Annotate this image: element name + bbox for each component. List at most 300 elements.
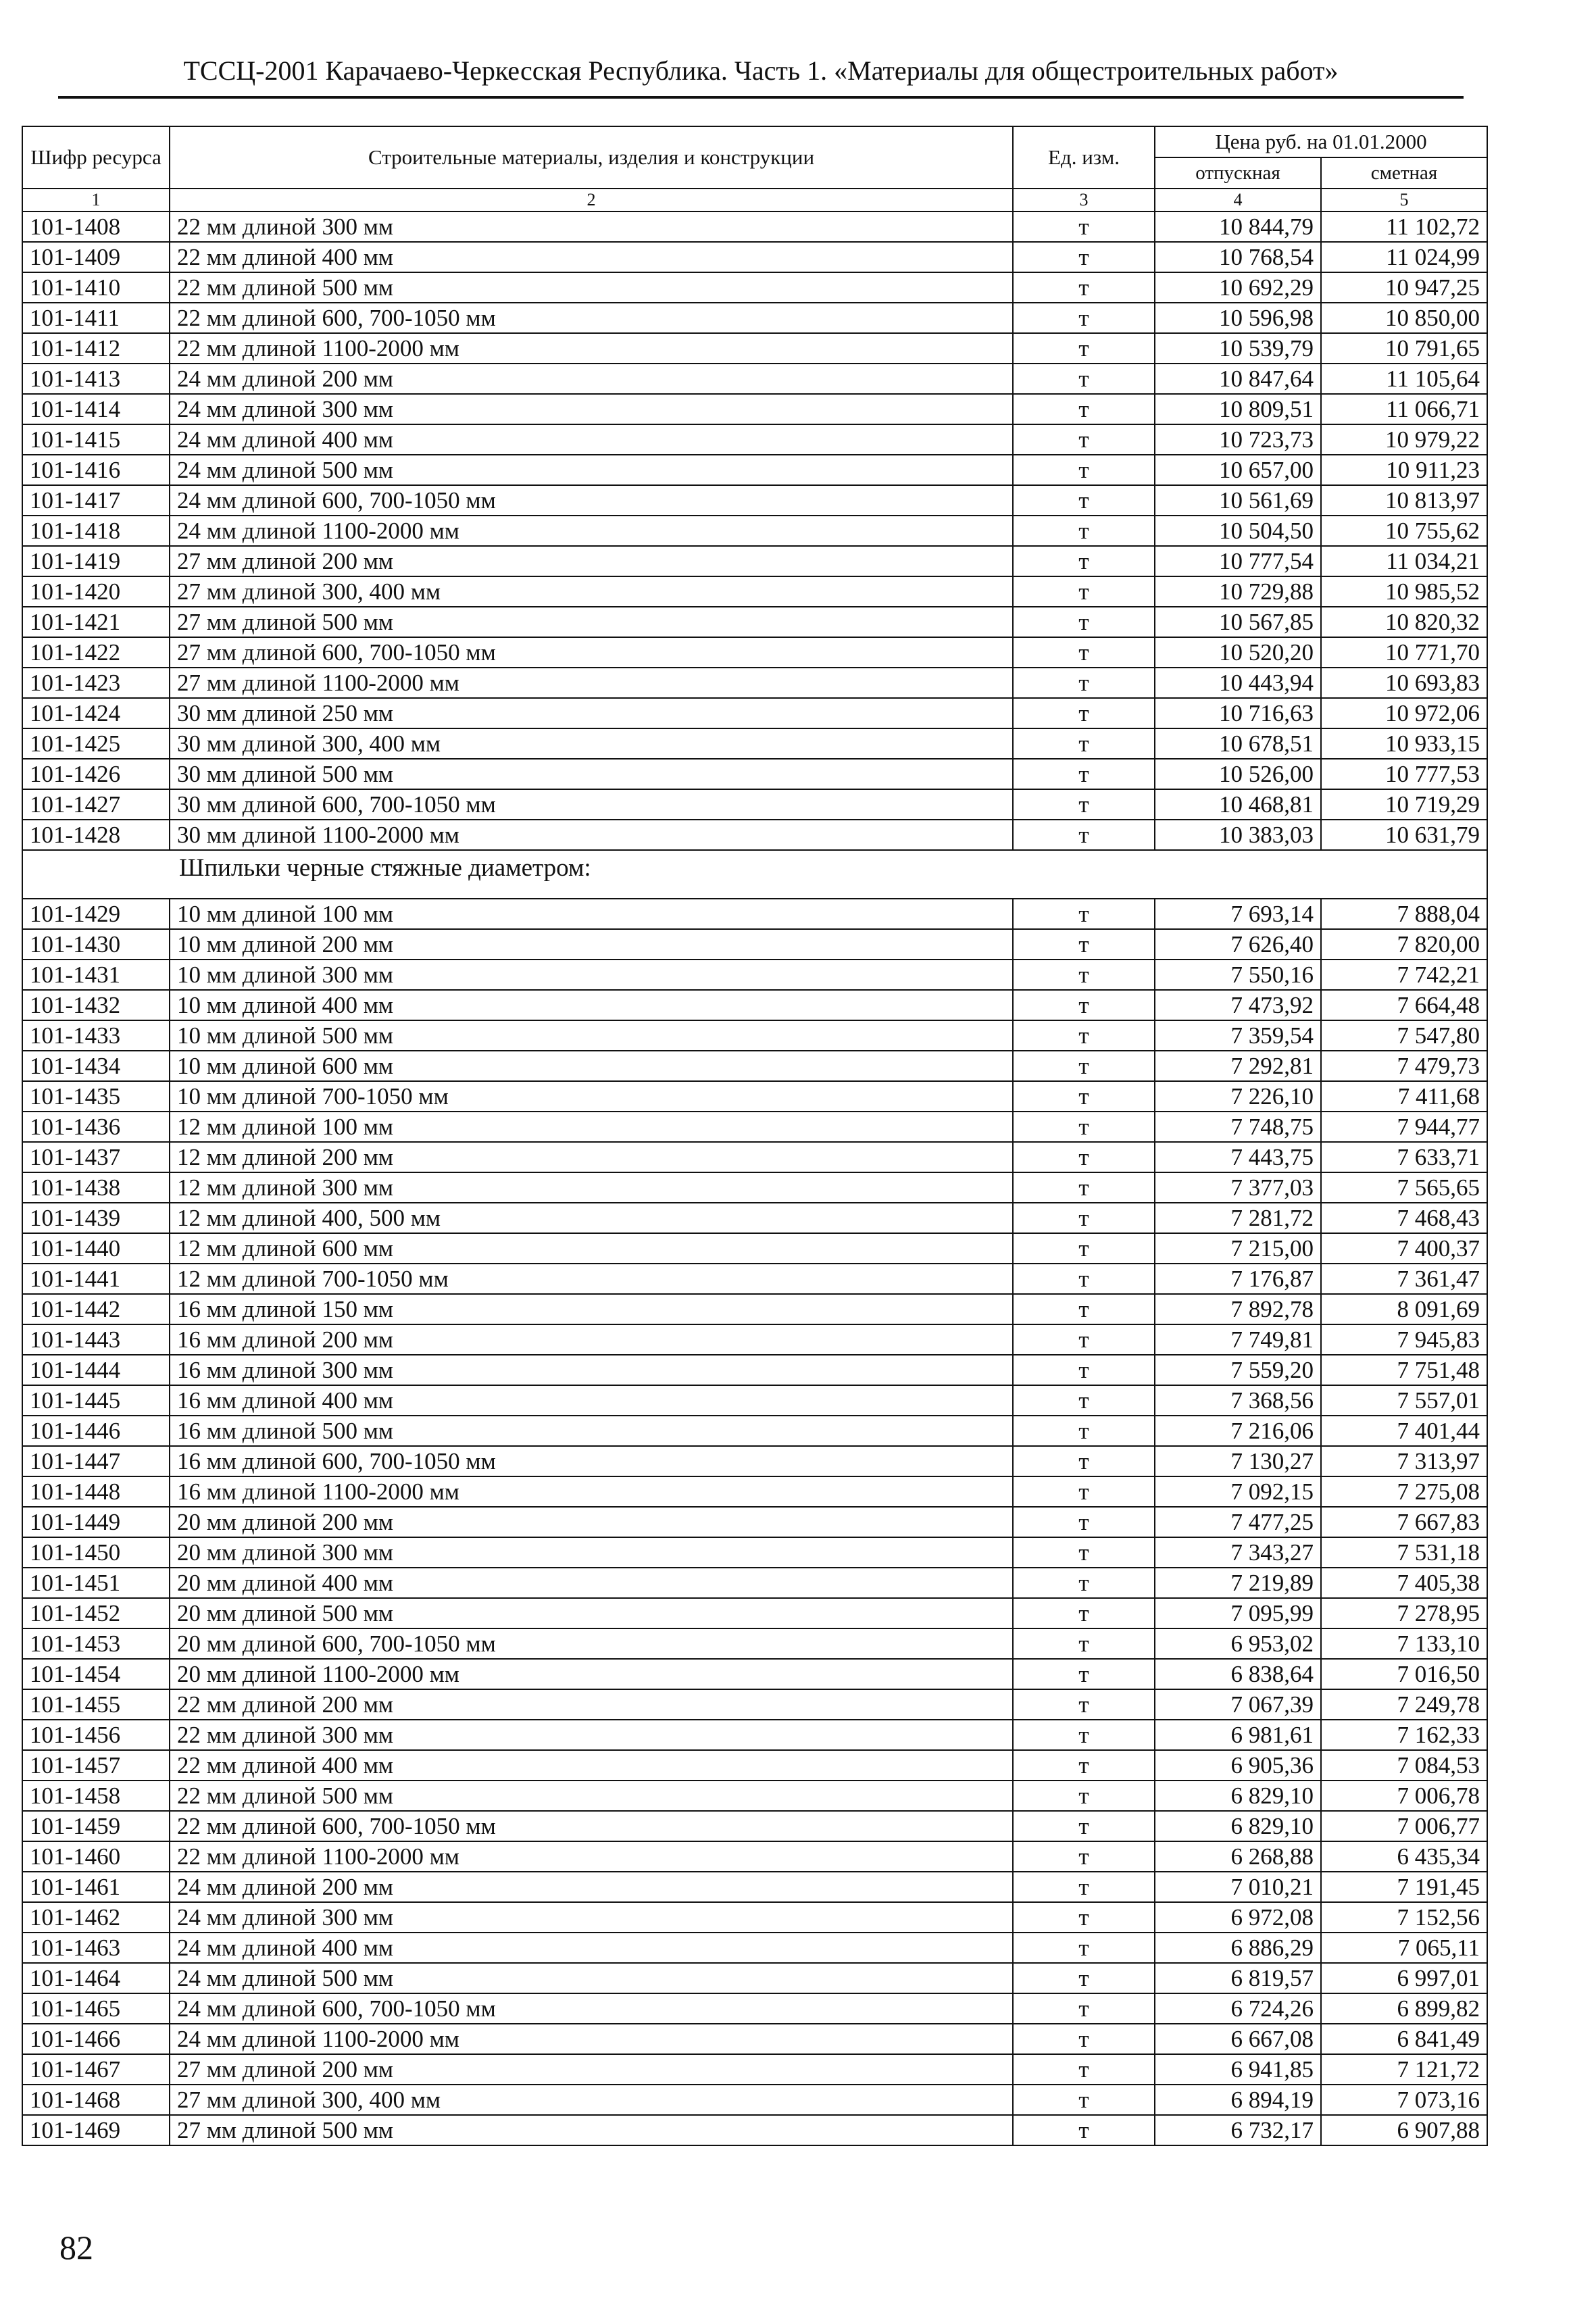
resource-code-cell: 101-1436 [22,1112,170,1142]
price-estimate-cell: 10 947,25 [1321,272,1487,303]
price-release-cell: 6 941,85 [1155,2054,1321,2085]
price-release-cell: 10 657,00 [1155,455,1321,485]
unit-cell: т [1013,1476,1155,1507]
table-row [22,990,1487,1020]
table-row [22,1264,1487,1294]
price-estimate-cell: 10 972,06 [1321,698,1487,728]
table-row [22,1294,1487,1324]
price-estimate-cell: 10 631,79 [1321,820,1487,850]
table-row [22,242,1487,272]
price-release-cell: 6 732,17 [1155,2115,1321,2145]
material-description-cell: 30 мм длиной 600, 700-1050 мм [170,789,1013,820]
price-estimate-cell: 6 435,34 [1321,1841,1487,1872]
material-description-cell: 27 мм длиной 200 мм [170,2054,1013,2085]
resource-code-cell: 101-1439 [22,1203,170,1233]
resource-code-cell: 101-1465 [22,1993,170,2024]
price-release-cell: 6 905,36 [1155,1750,1321,1781]
material-description-cell: 27 мм длиной 600, 700-1050 мм [170,637,1013,668]
table-row [22,516,1487,546]
price-estimate-cell: 7 065,11 [1321,1933,1487,1963]
table-row [22,1172,1487,1203]
unit-cell: т [1013,668,1155,698]
resource-code-cell: 101-1427 [22,789,170,820]
unit-cell: т [1013,1416,1155,1446]
price-release-cell: 7 892,78 [1155,1294,1321,1324]
price-estimate-cell: 7 278,95 [1321,1598,1487,1628]
price-estimate-cell: 7 133,10 [1321,1628,1487,1659]
unit-cell: т [1013,516,1155,546]
section-title: Шпильки черные стяжные диаметром: [170,850,1487,899]
unit-cell: т [1013,820,1155,850]
resource-code-cell: 101-1424 [22,698,170,728]
table-row [22,1081,1487,1112]
material-description-cell: 24 мм длиной 500 мм [170,455,1013,485]
price-release-cell: 7 343,27 [1155,1537,1321,1568]
price-estimate-cell: 11 034,21 [1321,546,1487,576]
price-estimate-cell: 7 944,77 [1321,1112,1487,1142]
price-estimate-cell: 7 313,97 [1321,1446,1487,1476]
price-estimate-cell: 7 664,48 [1321,990,1487,1020]
table-row [22,1476,1487,1507]
material-description-cell: 22 мм длиной 600, 700-1050 мм [170,1811,1013,1841]
resource-code-cell: 101-1411 [22,303,170,333]
table-row [22,1568,1487,1598]
price-estimate-cell: 7 084,53 [1321,1750,1487,1781]
unit-cell: т [1013,728,1155,759]
unit-cell: т [1013,1750,1155,1781]
unit-cell: т [1013,242,1155,272]
resource-code-cell: 101-1458 [22,1781,170,1811]
section-spacer [22,850,170,899]
col-header-code: Шифр ресурса [22,126,170,189]
price-release-cell: 10 567,85 [1155,607,1321,637]
col-header-unit: Ед. изм. [1013,126,1155,189]
material-description-cell: 16 мм длиной 500 мм [170,1416,1013,1446]
unit-cell: т [1013,759,1155,789]
unit-cell: т [1013,1902,1155,1933]
material-description-cell: 22 мм длиной 300 мм [170,1720,1013,1750]
table-row [22,1385,1487,1416]
unit-cell: т [1013,303,1155,333]
unit-cell: т [1013,576,1155,607]
table-row [22,1020,1487,1051]
unit-cell: т [1013,333,1155,364]
table-row [22,1203,1487,1233]
col-header-price-estimate: сметная [1321,157,1487,189]
material-description-cell: 22 мм длиной 1100-2000 мм [170,333,1013,364]
table-row [22,1811,1487,1841]
unit-cell: т [1013,929,1155,960]
resource-code-cell: 101-1432 [22,990,170,1020]
unit-cell: т [1013,2115,1155,2145]
price-estimate-cell: 7 405,38 [1321,1568,1487,1598]
price-estimate-cell: 7 468,43 [1321,1203,1487,1233]
material-description-cell: 20 мм длиной 400 мм [170,1568,1013,1598]
unit-cell: т [1013,211,1155,242]
price-table [22,126,1488,2146]
resource-code-cell: 101-1462 [22,1902,170,1933]
price-release-cell: 10 844,79 [1155,211,1321,242]
material-description-cell: 24 мм длиной 1100-2000 мм [170,2024,1013,2054]
resource-code-cell: 101-1463 [22,1933,170,1963]
unit-cell: т [1013,1628,1155,1659]
price-release-cell: 7 176,87 [1155,1264,1321,1294]
resource-code-cell: 101-1426 [22,759,170,789]
material-description-cell: 12 мм длиной 100 мм [170,1112,1013,1142]
unit-cell: т [1013,899,1155,929]
unit-cell: т [1013,1446,1155,1476]
resource-code-cell: 101-1423 [22,668,170,698]
material-description-cell: 16 мм длиной 1100-2000 мм [170,1476,1013,1507]
col-number-3: 3 [1013,189,1155,211]
table-row [22,1933,1487,1963]
resource-code-cell: 101-1425 [22,728,170,759]
unit-cell: т [1013,1872,1155,1902]
material-description-cell: 20 мм длиной 500 мм [170,1598,1013,1628]
material-description-cell: 24 мм длиной 400 мм [170,1933,1013,1963]
material-description-cell: 20 мм длиной 1100-2000 мм [170,1659,1013,1689]
price-estimate-cell: 10 979,22 [1321,424,1487,455]
unit-cell: т [1013,1993,1155,2024]
table-row [22,607,1487,637]
price-estimate-cell: 7 016,50 [1321,1659,1487,1689]
table-row [22,211,1487,242]
price-estimate-cell: 7 073,16 [1321,2085,1487,2115]
unit-cell: т [1013,637,1155,668]
price-estimate-cell: 7 401,44 [1321,1416,1487,1446]
resource-code-cell: 101-1451 [22,1568,170,1598]
price-release-cell: 7 095,99 [1155,1598,1321,1628]
resource-code-cell: 101-1469 [22,2115,170,2145]
resource-code-cell: 101-1435 [22,1081,170,1112]
resource-code-cell: 101-1460 [22,1841,170,1872]
col-number-1: 1 [22,189,170,211]
material-description-cell: 20 мм длиной 600, 700-1050 мм [170,1628,1013,1659]
price-estimate-cell: 8 091,69 [1321,1294,1487,1324]
price-release-cell: 7 748,75 [1155,1112,1321,1142]
unit-cell: т [1013,1385,1155,1416]
material-description-cell: 10 мм длиной 500 мм [170,1020,1013,1051]
price-estimate-cell: 7 820,00 [1321,929,1487,960]
resource-code-cell: 101-1459 [22,1811,170,1841]
price-estimate-cell: 10 813,97 [1321,485,1487,516]
col-number-5: 5 [1321,189,1487,211]
price-release-cell: 7 215,00 [1155,1233,1321,1264]
table-row [22,899,1487,929]
price-release-cell: 6 953,02 [1155,1628,1321,1659]
resource-code-cell: 101-1438 [22,1172,170,1203]
price-release-cell: 7 473,92 [1155,990,1321,1020]
price-estimate-cell: 7 667,83 [1321,1507,1487,1537]
price-release-cell: 7 477,25 [1155,1507,1321,1537]
col-header-price-release: отпускная [1155,157,1321,189]
resource-code-cell: 101-1414 [22,394,170,424]
table-row [22,1872,1487,1902]
col-header-description: Строительные материалы, изделия и конструкции [170,126,1013,189]
material-description-cell: 22 мм длиной 1100-2000 мм [170,1841,1013,1872]
resource-code-cell: 101-1416 [22,455,170,485]
price-estimate-cell: 7 249,78 [1321,1689,1487,1720]
material-description-cell: 24 мм длиной 300 мм [170,1902,1013,1933]
table-row [22,1233,1487,1264]
table-row [22,576,1487,607]
resource-code-cell: 101-1456 [22,1720,170,1750]
table-row [22,424,1487,455]
material-description-cell: 10 мм длиной 200 мм [170,929,1013,960]
material-description-cell: 27 мм длиной 300, 400 мм [170,2085,1013,2115]
material-description-cell: 10 мм длиной 300 мм [170,960,1013,990]
price-release-cell: 10 777,54 [1155,546,1321,576]
resource-code-cell: 101-1430 [22,929,170,960]
price-release-cell: 6 981,61 [1155,1720,1321,1750]
material-description-cell: 22 мм длиной 300 мм [170,211,1013,242]
table-row [22,637,1487,668]
material-description-cell: 22 мм длиной 500 мм [170,272,1013,303]
col-header-price: Цена руб. на 01.01.2000 [1155,126,1487,157]
price-estimate-cell: 7 633,71 [1321,1142,1487,1172]
table-row [22,1659,1487,1689]
unit-cell: т [1013,1233,1155,1264]
unit-cell: т [1013,455,1155,485]
table-row [22,1112,1487,1142]
price-release-cell: 7 368,56 [1155,1385,1321,1416]
material-description-cell: 16 мм длиной 200 мм [170,1324,1013,1355]
price-release-cell: 7 377,03 [1155,1172,1321,1203]
price-estimate-cell: 10 755,62 [1321,516,1487,546]
unit-cell: т [1013,789,1155,820]
material-description-cell: 10 мм длиной 400 мм [170,990,1013,1020]
price-estimate-cell: 10 850,00 [1321,303,1487,333]
page-header-title: ТССЦ-2001 Карачаево-Черкесская Республика. Часть 1. «Материалы для общестроительных работ» [183,55,1339,86]
price-estimate-cell: 10 777,53 [1321,759,1487,789]
price-release-cell: 7 226,10 [1155,1081,1321,1112]
table-row [22,485,1487,516]
material-description-cell: 27 мм длиной 500 мм [170,2115,1013,2145]
price-estimate-cell: 7 888,04 [1321,899,1487,929]
price-release-cell: 7 443,75 [1155,1142,1321,1172]
material-description-cell: 27 мм длиной 200 мм [170,546,1013,576]
price-release-cell: 7 626,40 [1155,929,1321,960]
material-description-cell: 30 мм длиной 500 мм [170,759,1013,789]
page-number: 82 [59,2229,93,2266]
table-row [22,2085,1487,2115]
unit-cell: т [1013,1112,1155,1142]
price-release-cell: 10 468,81 [1155,789,1321,820]
resource-code-cell: 101-1419 [22,546,170,576]
table-row [22,272,1487,303]
col-number-2: 2 [170,189,1013,211]
table-row [22,364,1487,394]
unit-cell: т [1013,698,1155,728]
unit-cell: т [1013,607,1155,637]
price-release-cell: 10 692,29 [1155,272,1321,303]
material-description-cell: 24 мм длиной 300 мм [170,394,1013,424]
table-row [22,1720,1487,1750]
price-release-cell: 10 383,03 [1155,820,1321,850]
material-description-cell: 30 мм длиной 300, 400 мм [170,728,1013,759]
resource-code-cell: 101-1445 [22,1385,170,1416]
table-row [22,1689,1487,1720]
table-row [22,1781,1487,1811]
price-release-cell: 10 520,20 [1155,637,1321,668]
table-row [22,668,1487,698]
price-release-cell: 6 268,88 [1155,1841,1321,1872]
price-estimate-cell: 7 191,45 [1321,1872,1487,1902]
unit-cell: т [1013,990,1155,1020]
unit-cell: т [1013,1081,1155,1112]
price-estimate-cell: 10 933,15 [1321,728,1487,759]
unit-cell: т [1013,1172,1155,1203]
price-estimate-cell: 7 275,08 [1321,1476,1487,1507]
resource-code-cell: 101-1441 [22,1264,170,1294]
price-release-cell: 6 667,08 [1155,2024,1321,2054]
material-description-cell: 24 мм длиной 500 мм [170,1963,1013,1993]
table-row [22,929,1487,960]
unit-cell: т [1013,2054,1155,2085]
material-description-cell: 30 мм длиной 1100-2000 мм [170,820,1013,850]
unit-cell: т [1013,2024,1155,2054]
price-release-cell: 7 359,54 [1155,1020,1321,1051]
table-row [22,1993,1487,2024]
unit-cell: т [1013,1324,1155,1355]
price-release-cell: 6 838,64 [1155,1659,1321,1689]
table-row [22,820,1487,850]
resource-code-cell: 101-1447 [22,1446,170,1476]
price-release-cell: 6 819,57 [1155,1963,1321,1993]
resource-code-cell: 101-1428 [22,820,170,850]
price-release-cell: 10 443,94 [1155,668,1321,698]
table-row [22,1355,1487,1385]
table-row [22,1902,1487,1933]
resource-code-cell: 101-1446 [22,1416,170,1446]
price-estimate-cell: 7 162,33 [1321,1720,1487,1750]
material-description-cell: 24 мм длиной 200 мм [170,364,1013,394]
material-description-cell: 22 мм длиной 200 мм [170,1689,1013,1720]
table-body-first [22,211,1487,850]
unit-cell: т [1013,960,1155,990]
unit-cell: т [1013,394,1155,424]
price-release-cell: 7 010,21 [1155,1872,1321,1902]
price-release-cell: 10 561,69 [1155,485,1321,516]
table-row [22,960,1487,990]
price-estimate-cell: 7 479,73 [1321,1051,1487,1081]
material-description-cell: 30 мм длиной 250 мм [170,698,1013,728]
unit-cell: т [1013,1841,1155,1872]
material-description-cell: 20 мм длиной 300 мм [170,1537,1013,1568]
price-estimate-cell: 7 411,68 [1321,1081,1487,1112]
material-description-cell: 27 мм длиной 500 мм [170,607,1013,637]
table-row [22,394,1487,424]
unit-cell: т [1013,1264,1155,1294]
resource-code-cell: 101-1449 [22,1507,170,1537]
price-release-cell: 7 693,14 [1155,899,1321,929]
table-row [22,1051,1487,1081]
price-release-cell: 7 219,89 [1155,1568,1321,1598]
unit-cell: т [1013,1142,1155,1172]
resource-code-cell: 101-1431 [22,960,170,990]
unit-cell: т [1013,485,1155,516]
resource-code-cell: 101-1421 [22,607,170,637]
price-estimate-cell: 6 997,01 [1321,1963,1487,1993]
resource-code-cell: 101-1412 [22,333,170,364]
price-release-cell: 7 292,81 [1155,1051,1321,1081]
table-row [22,2054,1487,2085]
material-description-cell: 24 мм длиной 600, 700-1050 мм [170,1993,1013,2024]
price-estimate-cell: 7 006,78 [1321,1781,1487,1811]
resource-code-cell: 101-1448 [22,1476,170,1507]
price-estimate-cell: 7 742,21 [1321,960,1487,990]
material-description-cell: 12 мм длиной 200 мм [170,1142,1013,1172]
material-description-cell: 27 мм длиной 300, 400 мм [170,576,1013,607]
price-release-cell: 10 678,51 [1155,728,1321,759]
resource-code-cell: 101-1461 [22,1872,170,1902]
table-row [22,303,1487,333]
price-estimate-cell: 7 531,18 [1321,1537,1487,1568]
resource-code-cell: 101-1464 [22,1963,170,1993]
resource-code-cell: 101-1429 [22,899,170,929]
resource-code-cell: 101-1434 [22,1051,170,1081]
material-description-cell: 24 мм длиной 600, 700-1050 мм [170,485,1013,516]
resource-code-cell: 101-1468 [22,2085,170,2115]
resource-code-cell: 101-1408 [22,211,170,242]
resource-code-cell: 101-1410 [22,272,170,303]
resource-code-cell: 101-1450 [22,1537,170,1568]
price-release-cell: 10 716,63 [1155,698,1321,728]
material-description-cell: 10 мм длиной 100 мм [170,899,1013,929]
table-row [22,1507,1487,1537]
table-row [22,1963,1487,1993]
price-release-cell: 6 972,08 [1155,1902,1321,1933]
resource-code-cell: 101-1422 [22,637,170,668]
price-estimate-cell: 11 105,64 [1321,364,1487,394]
material-description-cell: 24 мм длиной 1100-2000 мм [170,516,1013,546]
unit-cell: т [1013,1963,1155,1993]
resource-code-cell: 101-1413 [22,364,170,394]
price-estimate-cell: 10 771,70 [1321,637,1487,668]
material-description-cell: 22 мм длиной 600, 700-1050 мм [170,303,1013,333]
price-estimate-cell: 7 565,65 [1321,1172,1487,1203]
resource-code-cell: 101-1444 [22,1355,170,1385]
price-estimate-cell: 6 907,88 [1321,2115,1487,2145]
price-release-cell: 10 768,54 [1155,242,1321,272]
resource-code-cell: 101-1442 [22,1294,170,1324]
price-release-cell: 7 067,39 [1155,1689,1321,1720]
price-estimate-cell: 10 693,83 [1321,668,1487,698]
table-row [22,789,1487,820]
price-release-cell: 7 216,06 [1155,1416,1321,1446]
table-row [22,698,1487,728]
unit-cell: т [1013,1720,1155,1750]
resource-code-cell: 101-1466 [22,2024,170,2054]
material-description-cell: 16 мм длиной 150 мм [170,1294,1013,1324]
price-release-cell: 7 281,72 [1155,1203,1321,1233]
price-estimate-cell: 7 400,37 [1321,1233,1487,1264]
table-row [22,1628,1487,1659]
resource-code-cell: 101-1453 [22,1628,170,1659]
table-row [22,546,1487,576]
price-estimate-cell: 6 841,49 [1321,2024,1487,2054]
material-description-cell: 16 мм длиной 600, 700-1050 мм [170,1446,1013,1476]
unit-cell: т [1013,1507,1155,1537]
material-description-cell: 22 мм длиной 400 мм [170,242,1013,272]
price-estimate-cell: 7 152,56 [1321,1902,1487,1933]
material-description-cell: 12 мм длиной 700-1050 мм [170,1264,1013,1294]
material-description-cell: 20 мм длиной 200 мм [170,1507,1013,1537]
price-release-cell: 7 559,20 [1155,1355,1321,1385]
resource-code-cell: 101-1452 [22,1598,170,1628]
table-row [22,1142,1487,1172]
material-description-cell: 24 мм длиной 400 мм [170,424,1013,455]
